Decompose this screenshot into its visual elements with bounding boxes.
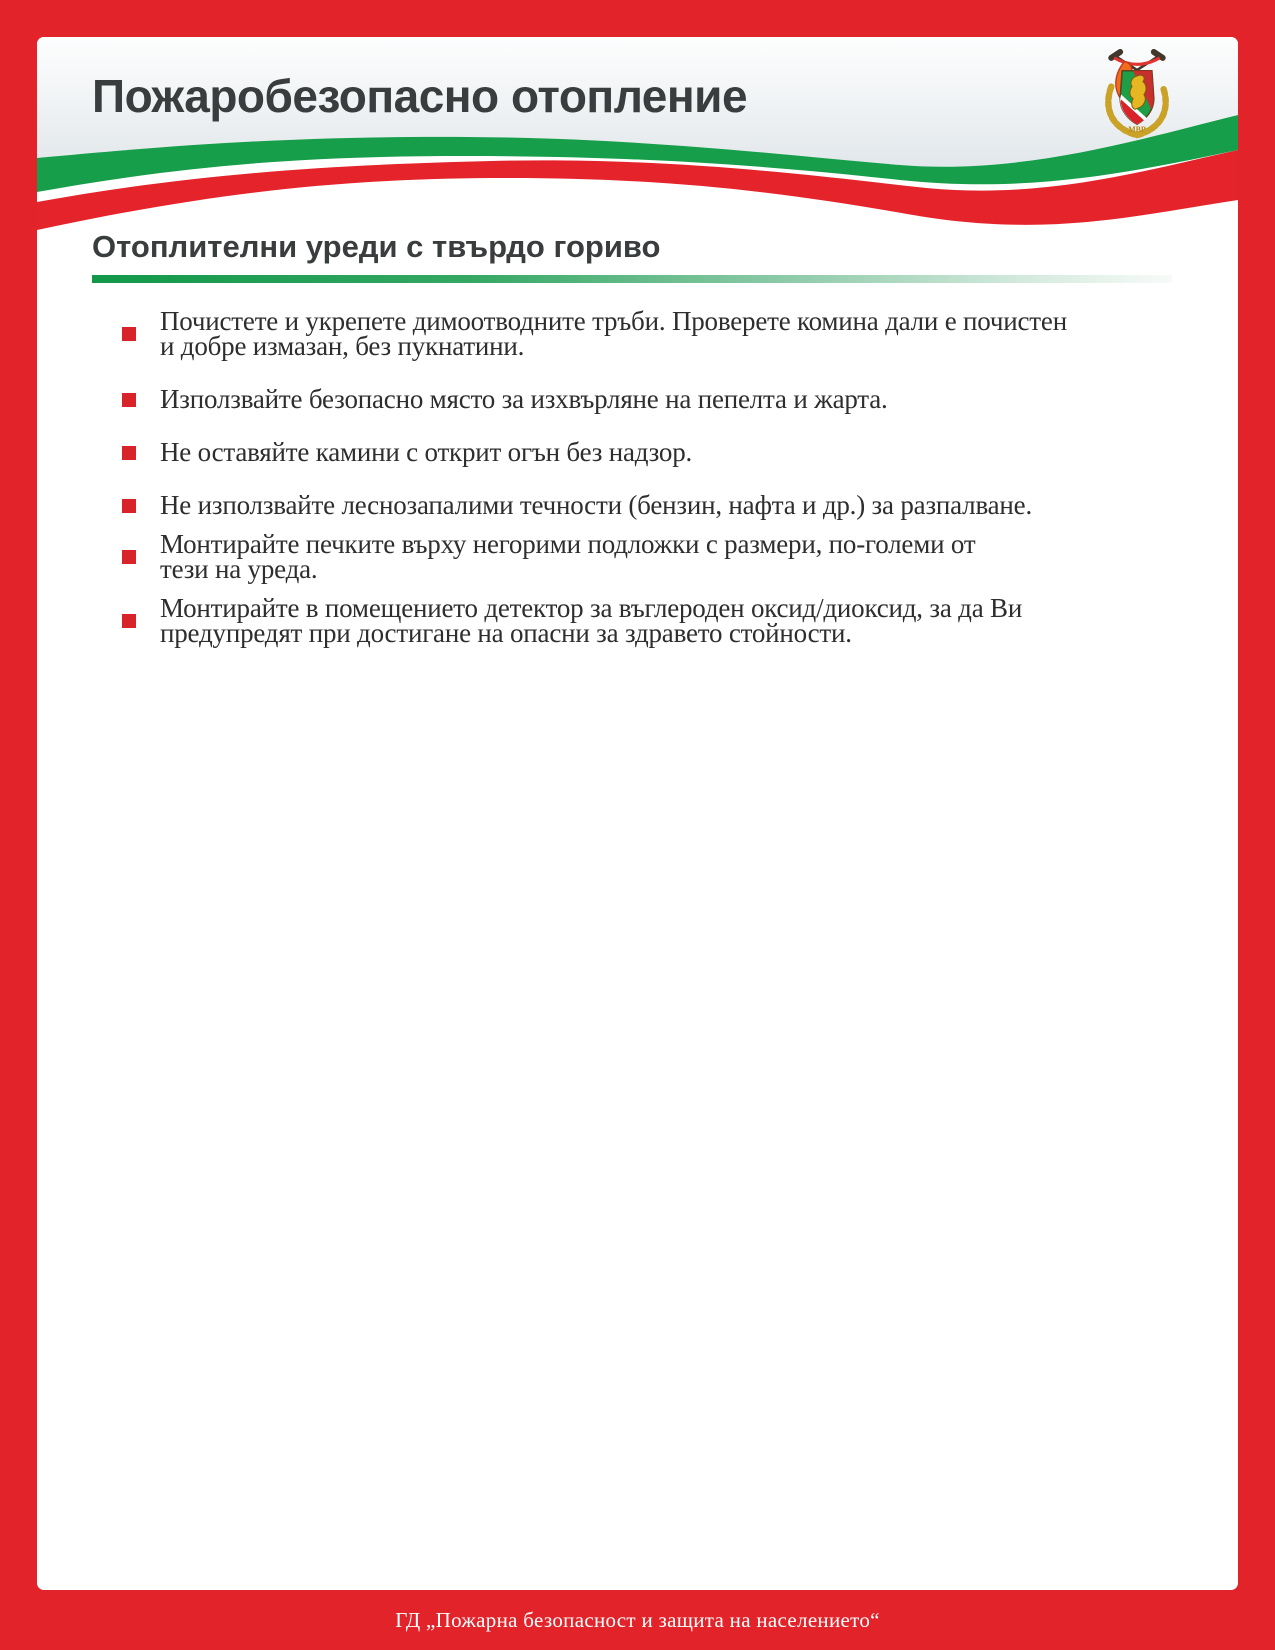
item-line: тези на уреда. xyxy=(160,554,318,584)
lion-icon xyxy=(1130,75,1146,109)
bullet-square-icon xyxy=(122,550,136,564)
list-item xyxy=(122,306,1203,361)
bullet-square-icon xyxy=(122,393,136,407)
safety-list xyxy=(122,306,1203,674)
content-card xyxy=(37,37,1238,1590)
item-line: Почистете и укрепете димоотводните тръби. Проверете комина дали е почистен xyxy=(160,306,1067,336)
footer-text: ГД „Пожарна безопасност и защита на населението“ xyxy=(395,1607,880,1632)
list-item-text xyxy=(160,384,888,414)
list-item-text xyxy=(160,490,1033,520)
footer-bar xyxy=(0,1590,1275,1650)
section-heading: Отоплителни уреди с твърдо гориво xyxy=(92,229,661,264)
item-line: Не използвайте леснозапалими течности (бензин, нафта и др.) за разпалване. xyxy=(160,490,1033,520)
section-rule xyxy=(92,275,1172,283)
item-line: Монтирайте в помещението детектор за въглероден оксид/диоксид, за да Ви xyxy=(160,593,1023,623)
item-line: Използвайте безопасно място за изхвърляне на пепелта и жарта. xyxy=(160,384,888,414)
list-item xyxy=(122,529,1203,584)
list-item-text xyxy=(160,437,693,467)
list-item-text xyxy=(160,593,1023,648)
item-line: Монтирайте печките върху негорими подложки с размери, по-големи от xyxy=(160,529,976,559)
list-item-text xyxy=(160,306,1067,361)
list-item xyxy=(122,593,1203,648)
list-item xyxy=(122,384,1203,414)
item-line: и добре измазан, без пукнатини. xyxy=(160,331,525,361)
emblem-caption: МВР xyxy=(1128,125,1146,135)
org-emblem xyxy=(1101,49,1173,143)
list-item-text xyxy=(160,529,976,584)
page-title: Пожаробезопасно отопление xyxy=(92,70,748,122)
list-item xyxy=(122,437,1203,467)
list-item xyxy=(122,490,1203,520)
bullet-square-icon xyxy=(122,327,136,341)
bullet-square-icon xyxy=(122,446,136,460)
item-line: предупредят при достигане на опасни за здравето стойности. xyxy=(160,618,852,648)
bullet-square-icon xyxy=(122,499,136,513)
bullet-square-icon xyxy=(122,614,136,628)
item-line: Не оставяйте камини с открит огън без надзор. xyxy=(160,437,693,467)
